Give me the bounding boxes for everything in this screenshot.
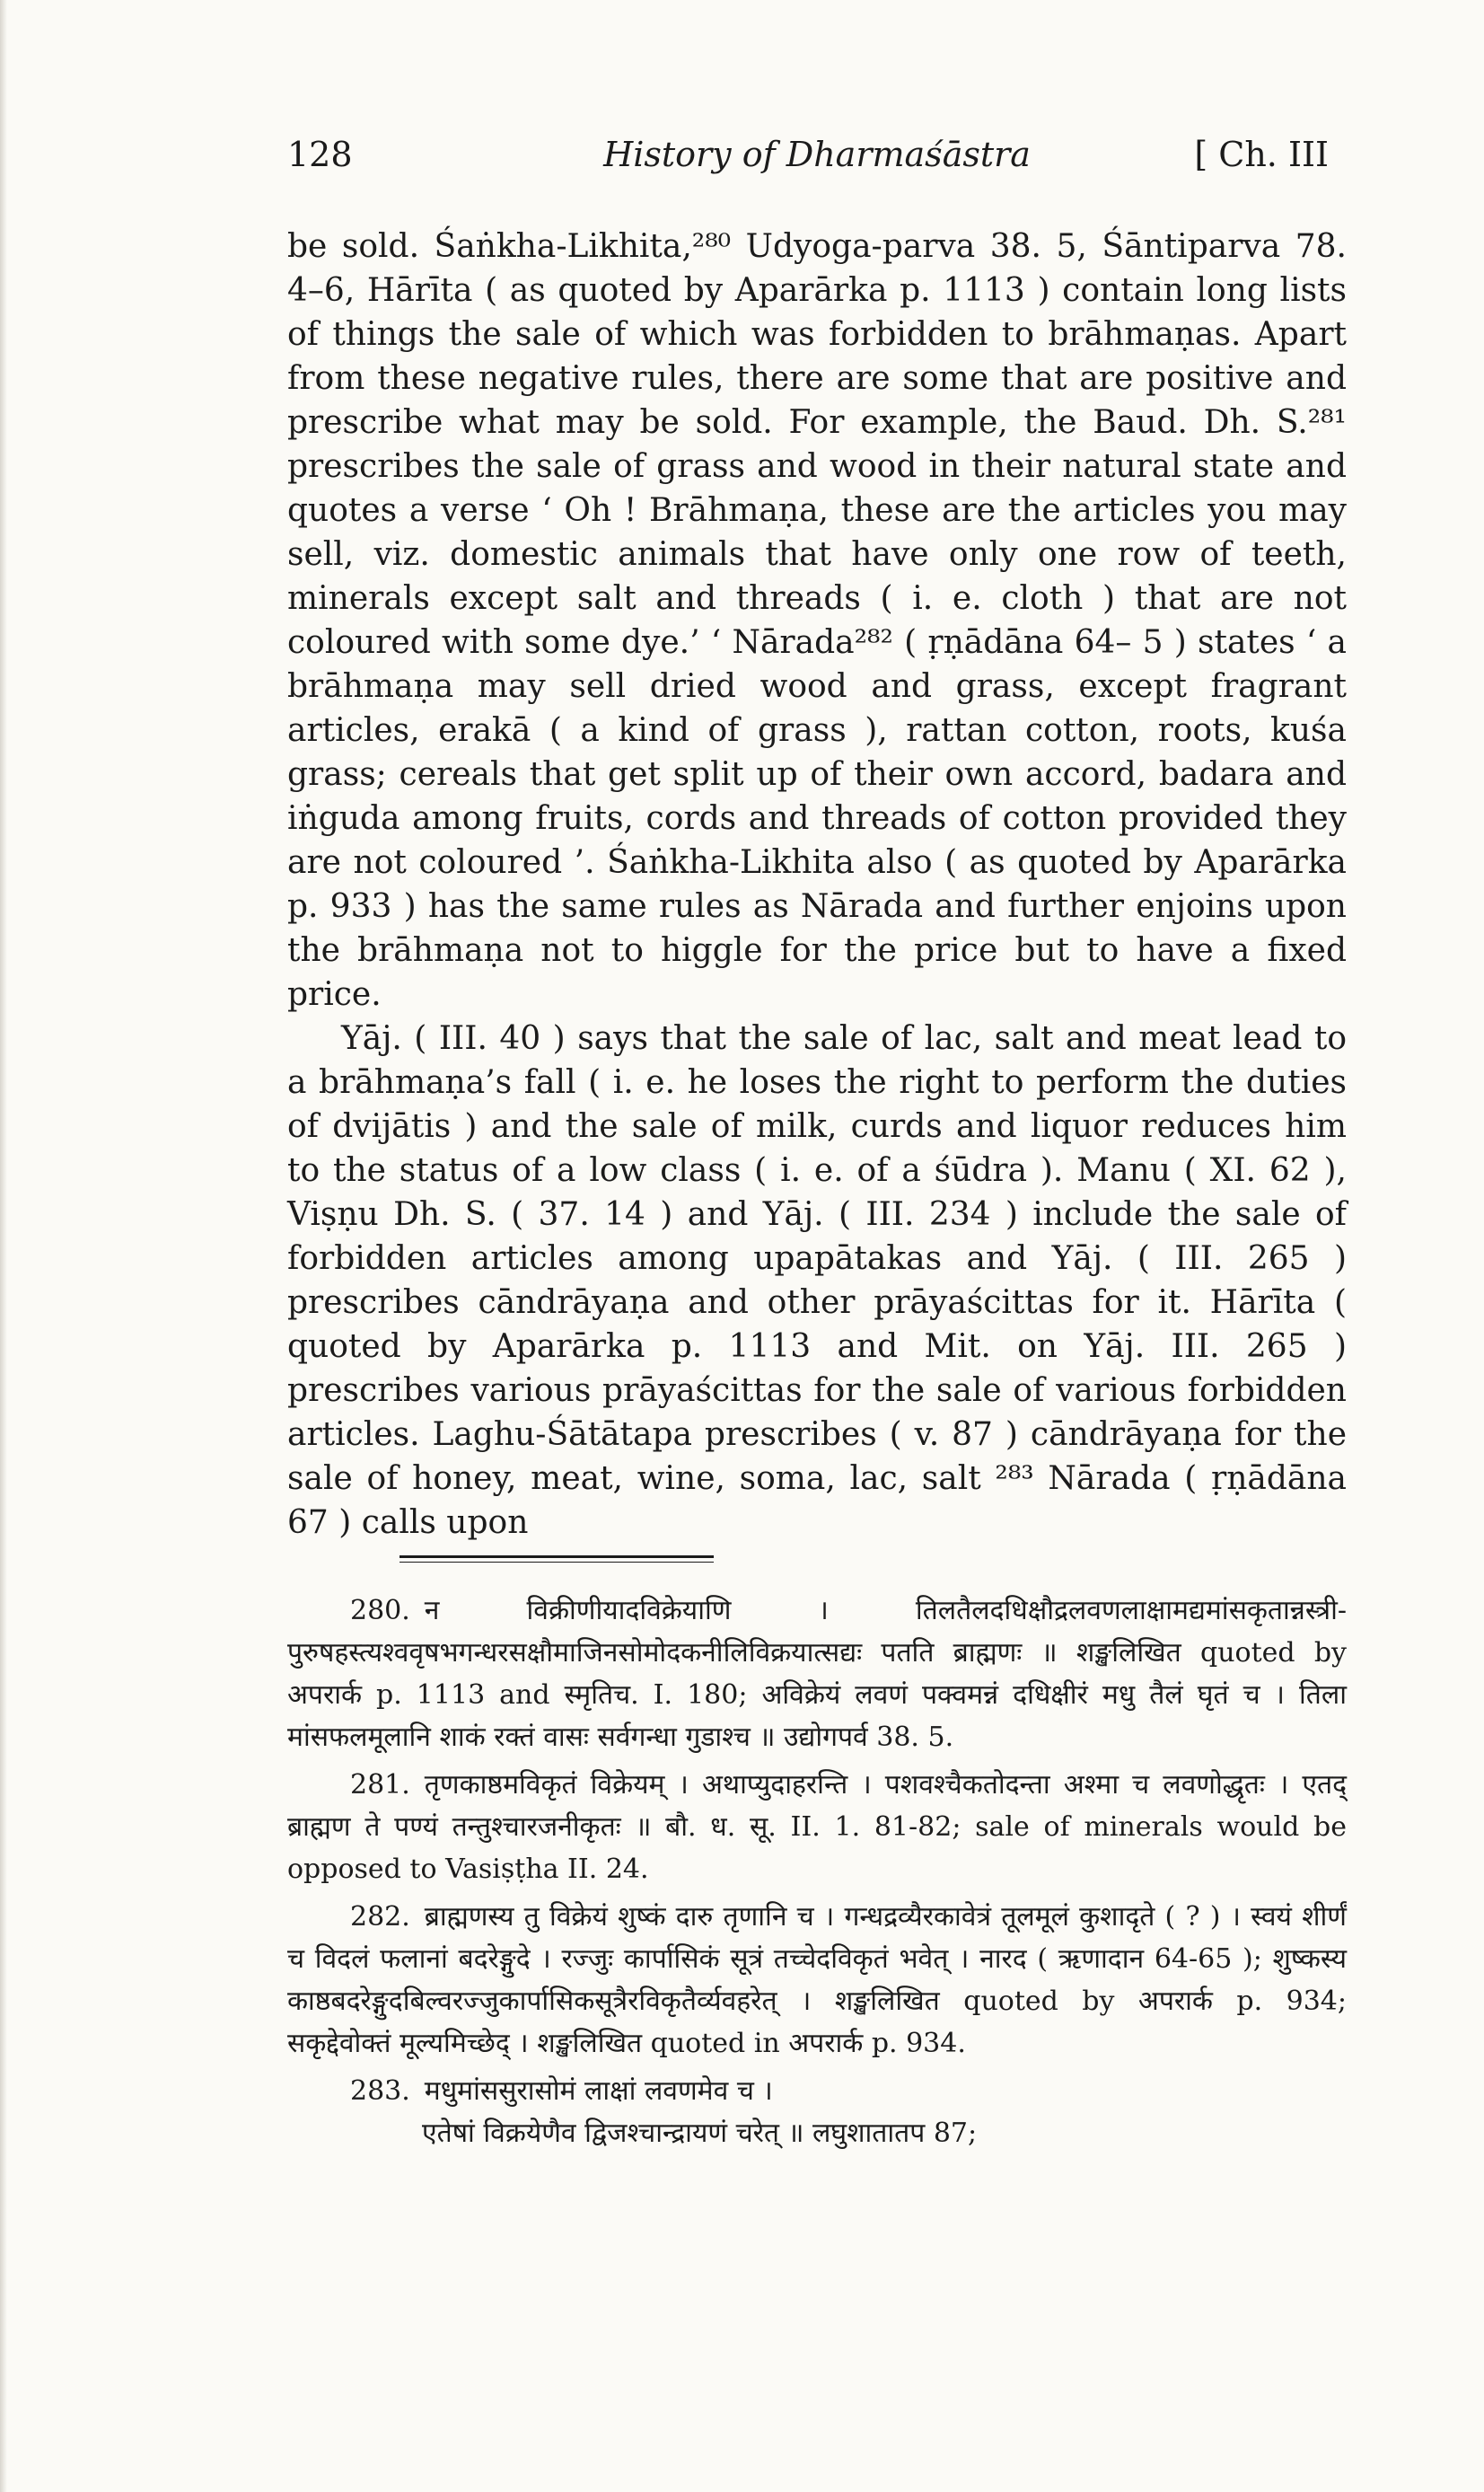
- footnote-number: 282.: [350, 1901, 410, 1933]
- chapter-label: [ Ch. III: [1194, 135, 1329, 174]
- running-title: History of Dharmaśāstra: [603, 135, 1031, 174]
- footnote-number: 281.: [350, 1769, 410, 1801]
- footnote-rule: [400, 1555, 714, 1563]
- footnote-number: 280.: [350, 1595, 410, 1626]
- main-text: [287, 225, 1347, 1545]
- paragraph: Yāj. ( III. 40 ) says that the sale of lac, salt and meat lead to a brāhmaṇa’s fall ( i. e. he loses the right to perform the duties of dvijātis ) and the sale of milk, curds and liquor reduces him to the status of a low class ( i. e. of a śūdra ). Manu ( XI. 62 ), Viṣṇu Dh. S. ( 37. 14 ) and Yāj. ( III. 234 ) include the sale of forbidden articles among upapātakas and Yāj. ( III. 265 ) prescribes cāndrāyaṇa and other prāyaścittas for it. Hārīta ( quoted by Aparārka p. 1113 and Mit. on Yāj. III. 265 ) prescribes various prāyaścittas for the sale of various forbidden articles. Laghu-Śātātapa prescribes ( v. 87 ) cāndrāyaṇa for the sale of honey, meat, wine, soma, lac, salt ²⁸³ Nārada ( ṛṇādāna 67 ) calls upon: [287, 1020, 1347, 1541]
- footnote-281: [287, 1764, 1347, 1890]
- running-header: [287, 135, 1347, 189]
- page-number: 128: [287, 135, 353, 174]
- footnote-text: मधुमांससुरासोमं लाक्षां लवणमेव च ।: [424, 2075, 773, 2107]
- footnote-number: 283.: [350, 2075, 410, 2107]
- footnotes: [287, 1589, 1347, 2154]
- footnote-text: ब्राह्मणस्य तु विक्रेयं शुष्कं दारु तृणानि च । गन्धद्रव्यैरकावेत्रं तूलमूलं कुशादृते ( ? ) । स्वयं शीर्णं च विदलं फलानां बदरेङ्गुदे । रज्जुः कार्पासिकं सूत्रं तच्चेदविकृतं भवेत् । नारद ( ऋणादान 64-65 ); शुष्कस्य काष्ठबदरेङ्गुदबिल्वरज्जुकार्पासिकसूत्रैरविकृतैर्व्यवहरेत् । शङ्खलिखित quoted by अपरार्क p. 934; सकृद्देवोक्तं मूल्यमिच्छेद् । शङ्खलिखित quoted in अपरार्क p. 934.: [287, 1901, 1347, 2059]
- page: [287, 135, 1347, 2160]
- footnote-280: [287, 1589, 1347, 1758]
- scan-edge: [0, 0, 7, 2492]
- footnote-text: न विक्रीणीयादविक्रेयाणि । तिलतैलदधिक्षौद्रलवणलाक्षामद्यमांसकृतान्नस्त्री-पुरुषहस्त्यश्ववृषभगन्धरसक्षौमाजिनसोमोदकनीलिविक्रयात्सद्यः पतति ब्राह्मणः ॥ शङ्खलिखित quoted by अपरार्क p. 1113 and स्मृतिच. I. 180; अविक्रेयं लवणं पक्वमन्नं दधिक्षीरं मधु तैलं घृतं च । तिला मांसफलमूलानि शाकं रक्तं वासः सर्वगन्धा गुडाश्च ॥ उद्योगपर्व 38. 5.: [287, 1595, 1347, 1753]
- footnote-verse-line: एतेषां विक्रयेणैव द्विजश्चान्द्रायणं चरेत् ॥ लघुशातातप 87;: [422, 2118, 978, 2149]
- footnote-282: [287, 1896, 1347, 2065]
- footnote-text: तृणकाष्ठमविकृतं विक्रेयम् । अथाप्युदाहरन्ति । पशवश्चैकतोदन्ता अश्मा च लवणोद्धृतः । एतद् ब्राह्मण ते पण्यं तन्तुश्चारजनीकृतः ॥ बौ. ध. सू. II. 1. 81-82; sale of minerals would be opposed to Vasiṣṭha II. 24.: [287, 1769, 1347, 1885]
- paragraph: be sold. Śaṅkha-Likhita,²⁸⁰ Udyoga-parva 38. 5, Śāntiparva 78. 4–6, Hārīta ( as quoted by Aparārka p. 1113 ) contain long lists of things the sale of which was forbidden to brāhmaṇas. Apart from these negative rules, there are some that are positive and prescribe what may be sold. For example, the Baud. Dh. S.²⁸¹ prescribes the sale of grass and wood in their natural state and quotes a verse ‘ Oh ! Brāhmaṇa, these are the articles you may sell, viz. domestic animals that have only one row of teeth, minerals except salt and threads ( i. e. cloth ) that are not coloured with some dye.’ ‘ Nārada²⁸² ( ṛṇādāna 64– 5 ) states ‘ a brāhmaṇa may sell dried wood and grass, except fragrant articles, erakā ( a kind of grass ), rattan cotton, roots, kuśa grass; cereals that get split up of their own accord, badara and iṅguda among fruits, cords and threads of cotton provided they are not coloured ’. Śaṅkha-Likhita also ( as quoted by Aparārka p. 933 ) has the same rules as Nārada and further enjoins upon the brāhmaṇa not to higgle for the price but to have a fixed price.: [287, 228, 1347, 1013]
- footnote-283: [287, 2070, 1347, 2154]
